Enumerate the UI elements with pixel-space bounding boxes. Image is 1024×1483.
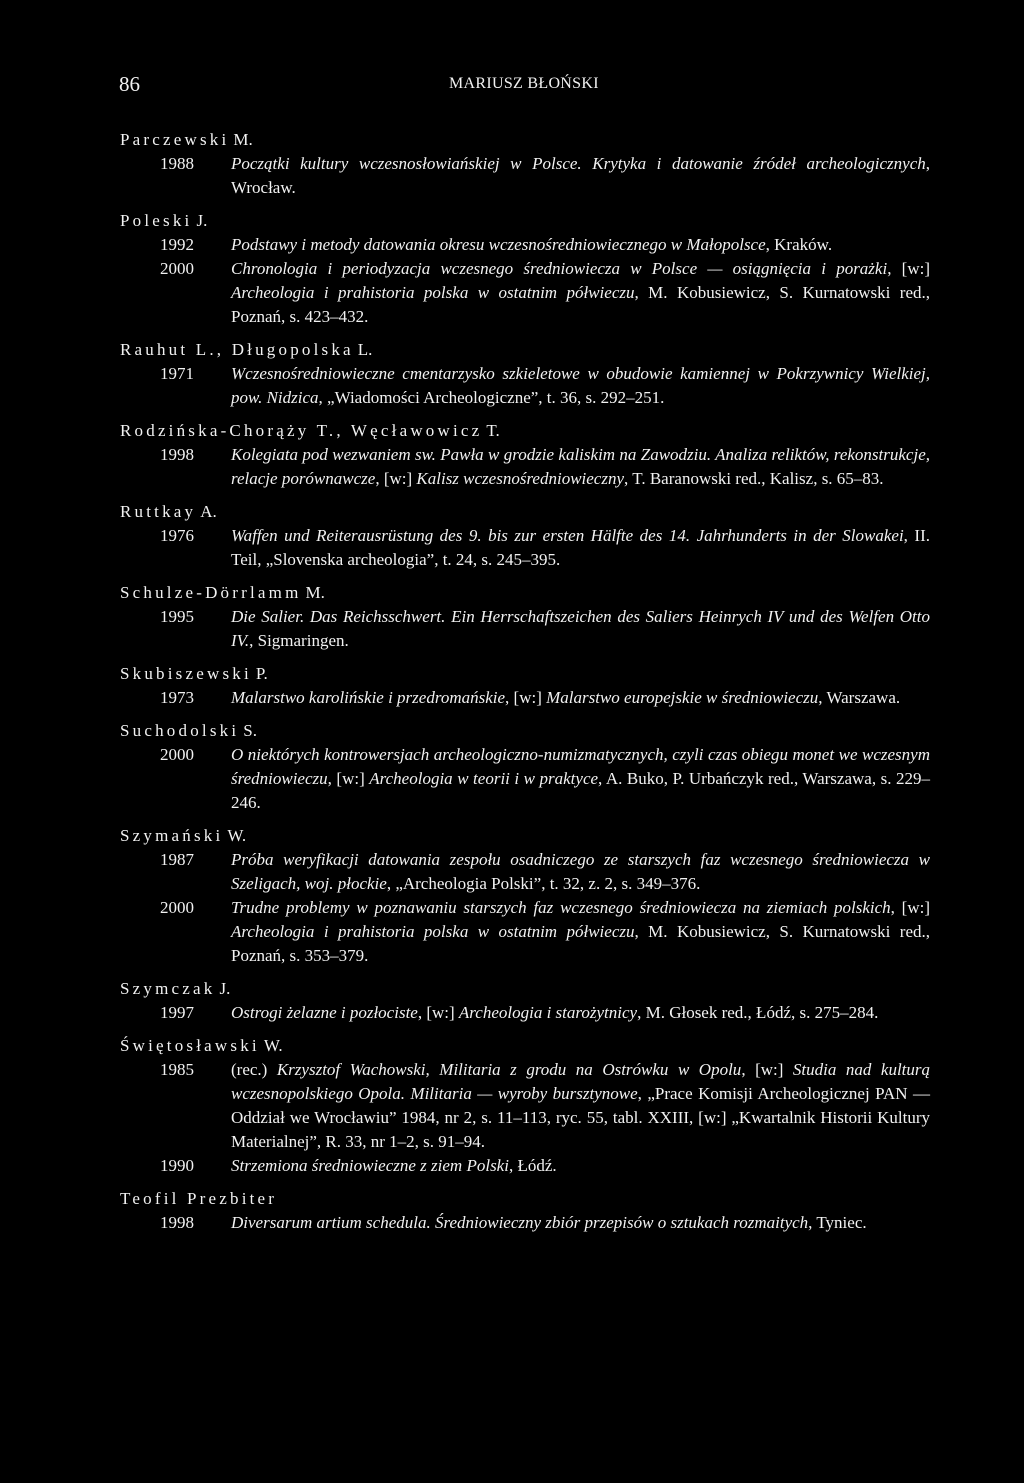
- work-title: Studia nad kulturą wczesnopolskiego Opola. Militaria — wyroby bursztynowe: [231, 1060, 930, 1103]
- bib-entry: [120, 977, 930, 1025]
- author-line: [120, 419, 930, 443]
- work-year: 1995: [160, 607, 194, 626]
- author-initial: M.: [233, 130, 253, 149]
- author-line: [120, 977, 930, 1001]
- work-year: 1997: [160, 1003, 194, 1022]
- work-title: Die Salier. Das Reichsschwert. Ein Herrschaftszeichen des Saliers Heinrych IV und des Welfen Otto IV.: [231, 607, 930, 650]
- author-name: Świętosławski: [120, 1036, 260, 1055]
- work-item: [120, 896, 930, 968]
- work-title: Waffen und Reiterausrüstung des 9. bis zur ersten Hälfte des 14. Jahrhunderts in der Slowakei: [231, 526, 904, 545]
- page-number: 86: [119, 72, 140, 96]
- author-initial: J.: [196, 211, 208, 230]
- work-year: 2000: [160, 745, 194, 764]
- work-year: 1973: [160, 688, 194, 707]
- work-details: , A. Buko, P. Urbańczyk red., Warszawa, s. 229–246.: [231, 769, 930, 812]
- page-header: [119, 72, 905, 102]
- author-line: [120, 128, 930, 152]
- author-name: Suchodolski: [120, 721, 240, 740]
- work-title: Diversarum artium schedula. Średniowieczny zbiór przepisów o sztukach rozmaitych: [231, 1213, 809, 1232]
- work-item: [120, 848, 930, 896]
- work-title: Strzemiona średniowieczne z ziem Polski: [231, 1156, 509, 1175]
- author-name: Teofil Prezbiter: [120, 1189, 278, 1208]
- author-line: [120, 581, 930, 605]
- work-title: Wczesnośredniowieczne cmentarzysko szkieletowe w obudowie kamiennej w Pokrzywnicy Wielkiej, pow. Nidzica: [231, 364, 930, 407]
- author-initial: P.: [255, 664, 268, 683]
- work-details: , Łódź.: [508, 1156, 557, 1175]
- work-details: , [w:]: [505, 688, 547, 707]
- work-title: Krzysztof Wachowski, Militaria z grodu na Ostrówku w Opolu: [276, 1060, 742, 1079]
- work-title: Kolegiata pod wezwaniem sw. Pawła w grodzie kaliskim na Zawodziu. Analiza reliktów, rekonstrukcje, relacje porównawcze: [231, 445, 930, 488]
- author-name: Schulze-Dörrlamm: [120, 583, 302, 602]
- work-details: , „Wiadomości Archeologiczne”, t. 36, s. 292–251.: [318, 388, 665, 407]
- bib-entry: [120, 500, 930, 572]
- work-details: , „Prace Komisji Archeologicznej PAN — Oddział we Wrocławiu” 1984, nr 2, s. 11–113, ryc. 55, tabl. XXIII, [w:] „Kwartalnik Historii Kultury Materialnej”, R. 33, nr 1–2, s. 91–94.: [231, 1084, 930, 1151]
- work-year: 1971: [160, 364, 194, 383]
- work-title: Malarstwo europejskie w średniowieczu: [546, 688, 819, 707]
- work-item: [120, 1154, 930, 1178]
- work-details: , [w:]: [741, 1060, 793, 1079]
- work-title: Archeologia i prahistoria polska w ostatnim półwieczu: [231, 283, 635, 302]
- author-initial: T.: [486, 421, 500, 440]
- work-details: , M. Kobusiewicz, S. Kurnatowski red., Poznań, s. 353–379.: [231, 922, 930, 965]
- work-item: [120, 1058, 930, 1154]
- author-name: Szymczak: [120, 979, 216, 998]
- work-title: O niektórych kontrowersjach archeologiczno-numizmatycznych, czyli czas obiegu monet we wczesnym średniowieczu: [231, 745, 930, 788]
- bib-entry: [120, 719, 930, 815]
- author-line: [120, 824, 930, 848]
- author-name: Skubiszewski: [120, 664, 252, 683]
- work-item: [120, 152, 930, 200]
- work-details: , Tyniec.: [808, 1213, 867, 1232]
- bib-entry: [120, 1034, 930, 1178]
- work-details: , [w:]: [887, 259, 930, 278]
- work-year: 1976: [160, 526, 194, 545]
- work-item: [120, 605, 930, 653]
- work-year: 1998: [160, 1213, 194, 1232]
- bib-entry: [120, 581, 930, 653]
- work-details: , Kraków.: [765, 235, 833, 254]
- bib-entry: [120, 824, 930, 968]
- work-details: , M. Kobusiewicz, S. Kurnatowski red., Poznań, s. 423–432.: [231, 283, 930, 326]
- work-year: 1985: [160, 1060, 194, 1079]
- work-title: Podstawy i metody datowania okresu wczesnośredniowiecznego w Małopolsce: [231, 235, 766, 254]
- bib-entry: [120, 338, 930, 410]
- author-line: [120, 338, 930, 362]
- running-head: MARIUSZ BŁOŃSKI: [449, 75, 599, 92]
- author-name: Parczewski: [120, 130, 230, 149]
- author-line: [120, 500, 930, 524]
- work-item: [120, 443, 930, 491]
- work-title: Ostrogi żelazne i pozłociste: [231, 1003, 418, 1022]
- author-initial: J.: [219, 979, 231, 998]
- bib-entry: [120, 209, 930, 329]
- author-initial: S.: [243, 721, 257, 740]
- work-item: [120, 1211, 930, 1235]
- work-year: 1998: [160, 445, 194, 464]
- work-title: Początki kultury wczesnosłowiańskiej w Polsce. Krytyka i datowanie źródeł archeologicznych: [231, 154, 926, 173]
- work-item: [120, 257, 930, 329]
- work-item: [120, 1001, 930, 1025]
- work-item: [120, 686, 930, 710]
- work-details: , T. Baranowski red., Kalisz, s. 65–83.: [624, 469, 884, 488]
- author-line: [120, 719, 930, 743]
- work-year: 1988: [160, 154, 194, 173]
- work-year: 1990: [160, 1156, 194, 1175]
- author-name: Ruttkay: [120, 502, 197, 521]
- author-name: Poleski: [120, 211, 193, 230]
- work-details: , „Archeologia Polski”, t. 32, z. 2, s. 349–376.: [386, 874, 701, 893]
- author-name: Rauhut L., Długopolska: [120, 340, 354, 359]
- work-title: Archeologia w teorii i w praktyce: [369, 769, 599, 788]
- work-details: (rec.): [231, 1060, 277, 1079]
- work-details: , Warszawa.: [818, 688, 901, 707]
- author-initial: M.: [305, 583, 325, 602]
- work-year: 2000: [160, 898, 194, 917]
- author-initial: W.: [263, 1036, 283, 1055]
- work-title: Archeologia i prahistoria polska w ostatnim półwieczu: [231, 922, 635, 941]
- work-year: 1987: [160, 850, 194, 869]
- work-title: Malarstwo karolińskie i przedromańskie: [231, 688, 506, 707]
- work-item: [120, 743, 930, 815]
- bib-entry: [120, 662, 930, 710]
- bib-entry: [120, 419, 930, 491]
- work-year: 1992: [160, 235, 194, 254]
- work-item: [120, 362, 930, 410]
- bib-entry: [120, 128, 930, 200]
- work-details: , [w:]: [375, 469, 417, 488]
- work-item: [120, 524, 930, 572]
- work-details: , Sigmaringen.: [249, 631, 349, 650]
- work-item: [120, 233, 930, 257]
- work-details: , [w:]: [327, 769, 370, 788]
- work-details: , II. Teil, „Slovenska archeologia”, t. 24, s. 245–395.: [231, 526, 930, 569]
- author-line: [120, 209, 930, 233]
- work-details: , Wrocław.: [231, 154, 930, 197]
- work-year: 2000: [160, 259, 194, 278]
- author-line: [120, 1187, 930, 1211]
- author-name: Szymański: [120, 826, 224, 845]
- author-name: Rodzińska-Chorąży T., Węcławowicz: [120, 421, 483, 440]
- author-initial: L.: [357, 340, 373, 359]
- work-title: Chronologia i periodyzacja wczesnego średniowiecza w Polsce — osiągnięcia i porażki: [231, 259, 888, 278]
- work-title: Próba weryfikacji datowania zespołu osadniczego ze starszych faz wczesnego średniowiecza w Szeligach, woj. płockie: [231, 850, 930, 893]
- work-title: Trudne problemy w poznawaniu starszych faz wczesnego średniowiecza na ziemiach polskich: [231, 898, 891, 917]
- work-details: , M. Głosek red., Łódź, s. 275–284.: [637, 1003, 879, 1022]
- work-details: , [w:]: [417, 1003, 459, 1022]
- work-title: Kalisz wczesnośredniowieczny: [416, 469, 625, 488]
- work-title: Archeologia i starożytnicy: [458, 1003, 638, 1022]
- author-initial: A.: [200, 502, 217, 521]
- work-details: , [w:]: [890, 898, 930, 917]
- author-line: [120, 662, 930, 686]
- bibliography: [120, 128, 930, 1244]
- bib-entry: [120, 1187, 930, 1235]
- author-line: [120, 1034, 930, 1058]
- author-initial: W.: [227, 826, 247, 845]
